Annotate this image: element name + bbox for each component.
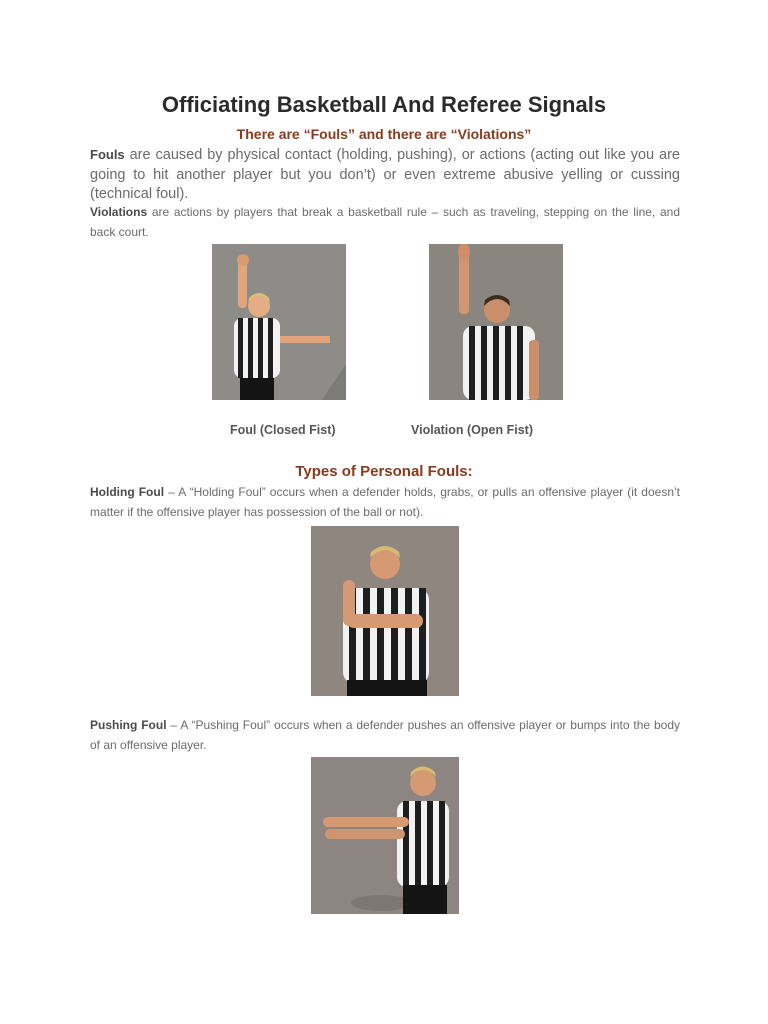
fouls-text: are caused by physical contact (holding, pushing), or actions (acting out like you are going to hit another player but you don’t) or even extreme abusive yelling or cussing (technical foul). [90,147,680,202]
page-title: Officiating Basketball And Referee Signals [161,92,607,117]
referee-pushing-illustration [311,757,459,914]
holding-lead: Holding Foul [90,485,165,499]
holding-text: – A “Holding Foul” occurs when a defender holds, grabs, or pulls an offensive player (it doesn’t matter if the offensive player has possession of the ball or not). [90,485,681,519]
violations-lead: Violations [90,205,148,219]
violation-signal-image [429,244,563,400]
pushing-text: – A “Pushing Foul” occurs when a defender pushes an offensive player or bumps into the body of an offensive player. [90,718,680,752]
pushing-lead: Pushing Foul [90,718,167,732]
referee-holding-illustration [311,526,459,696]
pushing-foul-image [311,757,459,914]
foul-caption: Foul (Closed Fist) [230,423,336,437]
violations-paragraph [90,202,680,242]
fouls-paragraph [90,145,680,205]
fouls-lead: Fouls [90,147,125,162]
violations-text: are actions by players that break a basketball rule – such as traveling, stepping on the line, and back court. [90,205,680,239]
foul-signal-image [212,244,346,400]
referee-foul-illustration [212,244,346,400]
referee-violation-illustration [429,244,563,400]
violation-caption: Violation (Open Fist) [411,423,533,437]
subtitle: There are “Fouls” and there are “Violations” [236,126,532,142]
pushing-paragraph [90,715,680,755]
section-heading: Types of Personal Fouls: [295,463,473,480]
holding-paragraph [90,482,680,522]
holding-foul-image [311,526,459,696]
